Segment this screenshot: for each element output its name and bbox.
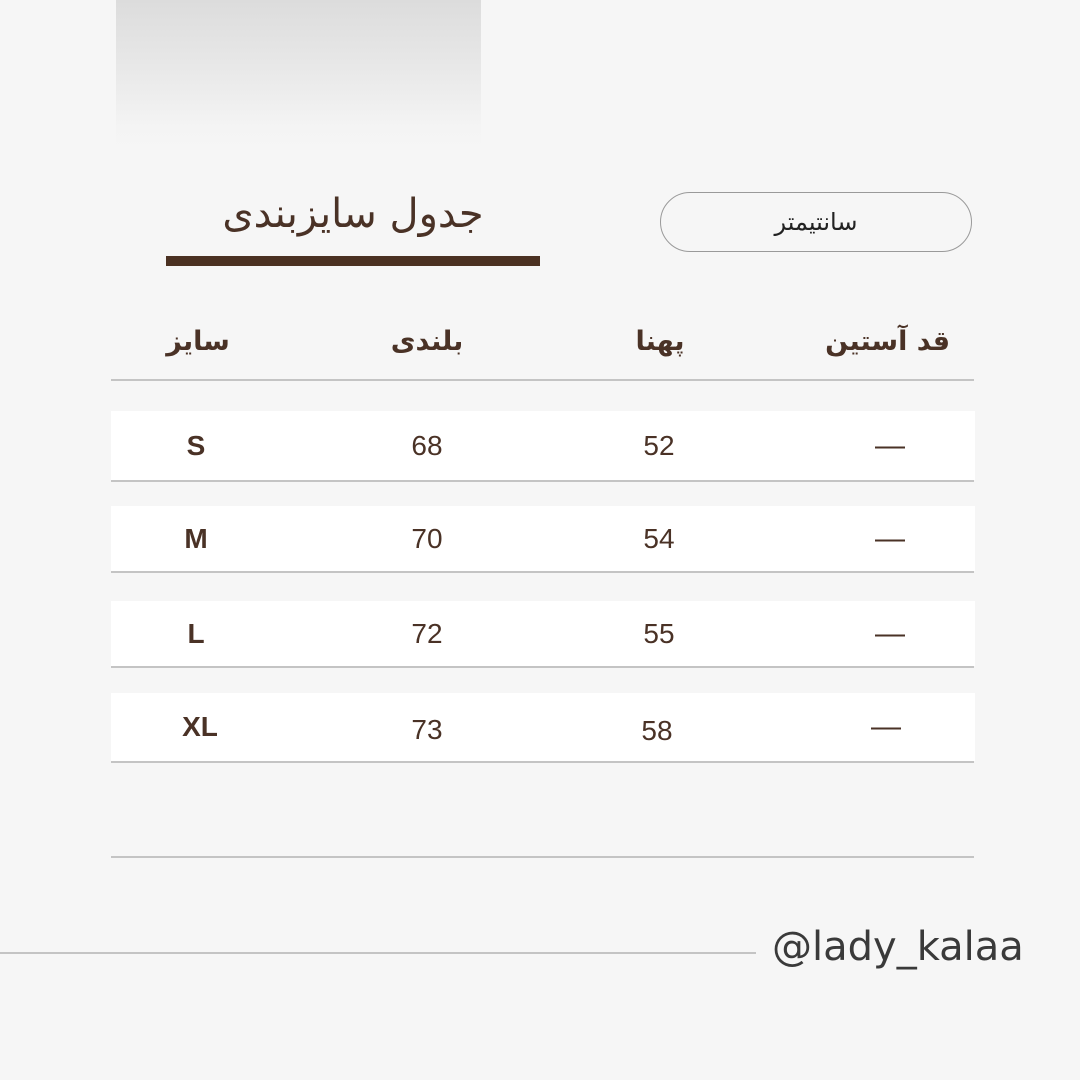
header-divider: [111, 379, 974, 381]
header-width: پهنا: [635, 326, 685, 357]
width-cell: 52: [643, 429, 675, 461]
table-bottom-divider: [111, 856, 974, 858]
page-title: جدول سایزبندی: [222, 191, 484, 237]
title-underline: [166, 256, 540, 266]
row-divider: [111, 761, 974, 763]
header-length: بلندی: [390, 326, 464, 357]
row-divider: [111, 480, 974, 482]
header-sleeve: قد آستین: [825, 326, 950, 357]
sleeve-cell: —: [871, 710, 901, 743]
table-row: [111, 693, 975, 761]
row-divider: [111, 571, 974, 573]
sleeve-cell: —: [875, 428, 905, 462]
table-row: [111, 506, 975, 571]
length-cell: 72: [411, 617, 443, 649]
unit-selector[interactable]: سانتیمتر: [660, 192, 972, 252]
width-cell: 55: [643, 617, 675, 649]
size-cell: S: [186, 429, 206, 461]
length-cell: 70: [411, 522, 443, 554]
instagram-handle[interactable]: @lady_kalaa: [772, 924, 1024, 970]
sleeve-cell: —: [875, 521, 905, 555]
row-divider: [111, 666, 974, 668]
product-photo-fragment: [116, 0, 481, 150]
sleeve-cell: —: [875, 616, 905, 650]
size-cell: L: [187, 617, 205, 649]
width-cell: 54: [643, 522, 675, 554]
table-row: [111, 411, 975, 480]
size-cell: XL: [182, 711, 218, 742]
footer-divider: [0, 952, 756, 954]
width-cell: 58: [641, 715, 673, 746]
header-size: سایز: [166, 326, 230, 357]
length-cell: 68: [411, 429, 443, 461]
length-cell: 73: [411, 714, 443, 745]
size-cell: M: [184, 522, 208, 554]
table-row: [111, 601, 975, 666]
